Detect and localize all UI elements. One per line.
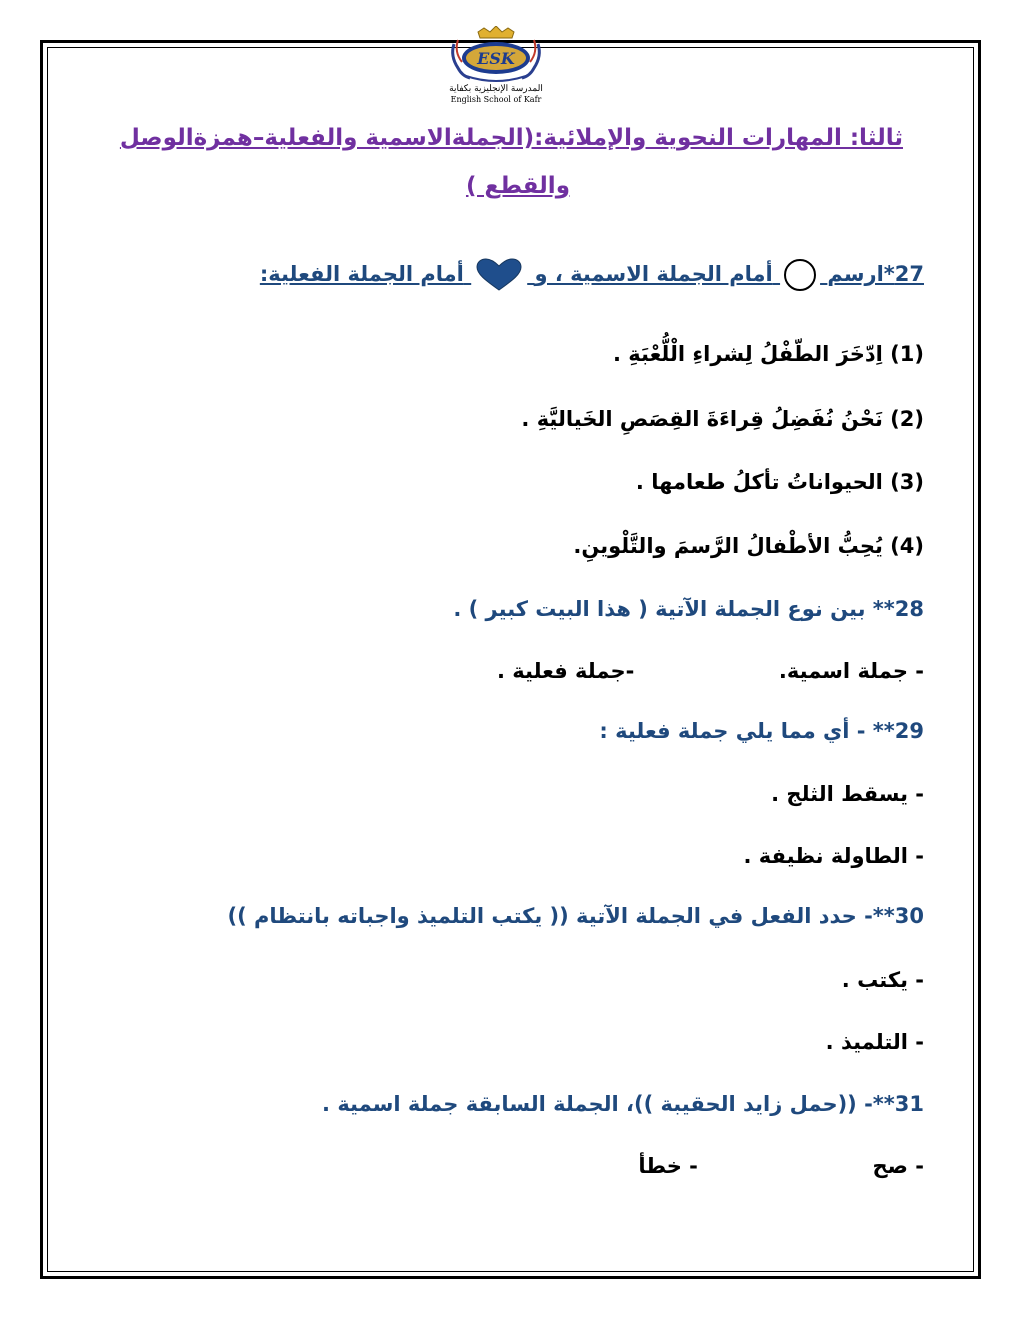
question-27-part3: أمام الجملة الفعلية: [259,262,464,286]
logo-letters: ESK [477,49,515,68]
school-logo [426,26,566,106]
question-28: 28** بين نوع الجملة الآتية ( هذا البيت كبير ) . [453,597,924,621]
section-title-line1: ثالثا: المهارات النحوية والإملائية:(الجملةالاسمية والفعلية–همزةالوصل [119,125,903,151]
q31-option-2: - خطأ [638,1154,698,1178]
q30-option-2: - التلميذ . [825,1030,924,1054]
question-31: 31**- ((حمل زايد الحقيبة ))، الجملة السابقة جملة اسمية . [322,1092,924,1116]
heart-icon [475,258,523,292]
q28-option-1: - جملة اسمية. [778,659,924,683]
q29-option-1: - يسقط الثلج . [771,782,924,806]
q31-option-1: - صح [872,1154,924,1178]
circle-icon [784,259,816,291]
question-29: 29** - أي مما يلي جملة فعلية : [599,719,924,743]
question-30: 30**- حدد الفعل في الجملة الآتية (( يكتب التلميذ واجباته بانتظام )) [227,904,924,928]
logo-english-text: English School of Kafr [450,95,542,104]
section-title-line2: والقطع ) [465,173,570,199]
q29-option-2: - الطاولة نظيفة . [743,844,924,868]
q30-option-1: - يكتب . [841,968,924,992]
school-crest-icon [448,26,544,86]
logo-arabic-text: المدرسة الإنجليزية بكفاية [449,84,543,94]
q27-item-2: (2) نَحْنُ نُفَضِلُ قِراءَةَ القِصَصِ الخَياليَّةِ . [521,407,924,431]
q27-item-3: (3) الحيواناتُ تأكلُ طعامها . [635,470,924,494]
question-27-part1: 27*ارسم [827,262,924,286]
question-27 [260,256,924,292]
q28-option-2: -جملة فعلية . [496,659,635,683]
q28-options [497,653,924,689]
question-27-part2: أمام الجملة الاسمية ، و [534,262,773,286]
q27-item-1: (1) اِدّخَرَ الطّفْلُ لِشراءِ الْلُّعْبَةِ . [612,342,924,366]
q31-options [638,1148,924,1184]
q27-item-4: (4) يُحِبُّ الأطْفالُ الرَّسمَ والتَّلْوينِ. [573,534,924,558]
